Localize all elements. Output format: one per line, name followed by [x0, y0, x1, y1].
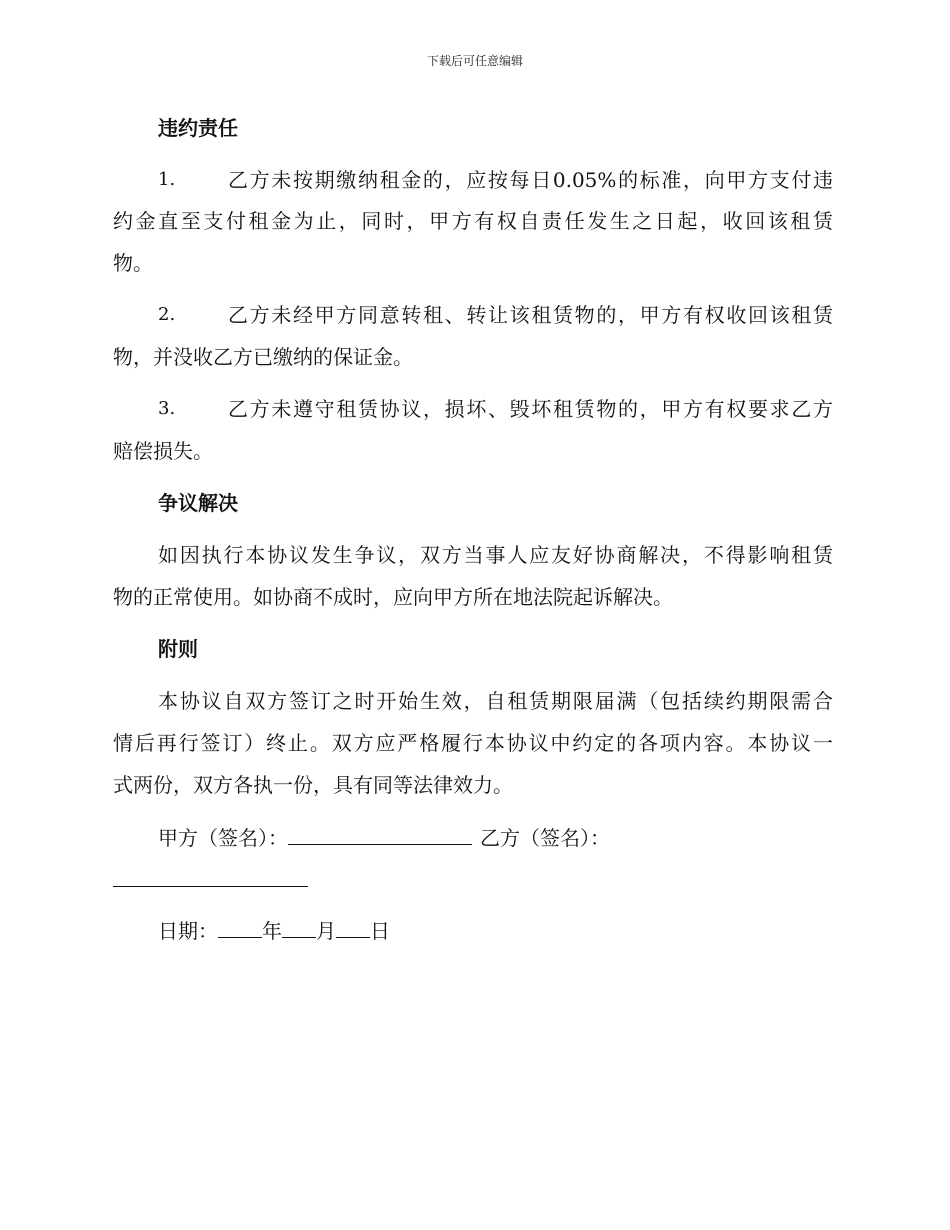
section-title-supplementary: 附则 — [158, 637, 198, 661]
section-title-dispute: 争议解决 — [158, 491, 238, 515]
day-blank — [336, 917, 370, 938]
month-blank — [282, 917, 316, 938]
party-b-label: 乙方（签名）： — [480, 826, 610, 850]
signature-row — [158, 824, 610, 852]
item-3-line-1: 乙方未遵守租赁协议，损坏、毁坏租赁物的，甲方有权要求乙方 — [228, 397, 833, 421]
date-row — [158, 917, 390, 945]
party-a-label: 甲方（签名）： — [158, 826, 288, 850]
item-2-line-2: 物，并没收乙方已缴纳的保证金。 — [113, 345, 413, 369]
item-3-line-2: 赔偿损失。 — [113, 439, 213, 463]
section-title-breach: 违约责任 — [158, 116, 238, 140]
party-a-signature-blank — [288, 824, 472, 845]
supplementary-line-3: 式两份，双方各执一份，具有同等法律效力。 — [113, 773, 513, 797]
year-label: 年 — [262, 919, 282, 943]
year-blank — [218, 917, 262, 938]
day-label: 日 — [370, 919, 390, 943]
supplementary-line-2: 情后再行签订）终止。双方应严格履行本协议中约定的各项内容。本协议一 — [113, 731, 833, 755]
item-1-line-2: 约金直至支付租金为止，同时，甲方有权自责任发生之日起，收回该租赁 — [113, 209, 833, 233]
page-header: 下载后可任意编辑 — [426, 54, 523, 68]
item-1-line-1: 乙方未按期缴纳租金的，应按每日0.05%的标准，向甲方支付违 — [228, 168, 833, 192]
dispute-line-1: 如因执行本协议发生争议，双方当事人应友好协商解决，不得影响租赁 — [158, 543, 833, 567]
party-b-signature-blank — [113, 886, 308, 887]
item-2-line-1: 乙方未经甲方同意转租、转让该租赁物的，甲方有权收回该租赁 — [228, 303, 833, 327]
item-number-1: 1. — [158, 169, 176, 190]
supplementary-line-1: 本协议自双方签订之时开始生效，自租赁期限届满（包括续约期限需合 — [158, 689, 833, 713]
date-label: 日期： — [158, 919, 218, 943]
month-label: 月 — [316, 919, 336, 943]
item-number-2: 2. — [158, 304, 176, 325]
item-number-3: 3. — [158, 398, 176, 419]
dispute-line-2: 物的正常使用。如协商不成时，应向甲方所在地法院起诉解决。 — [113, 585, 673, 609]
item-1-line-3: 物。 — [113, 251, 153, 275]
